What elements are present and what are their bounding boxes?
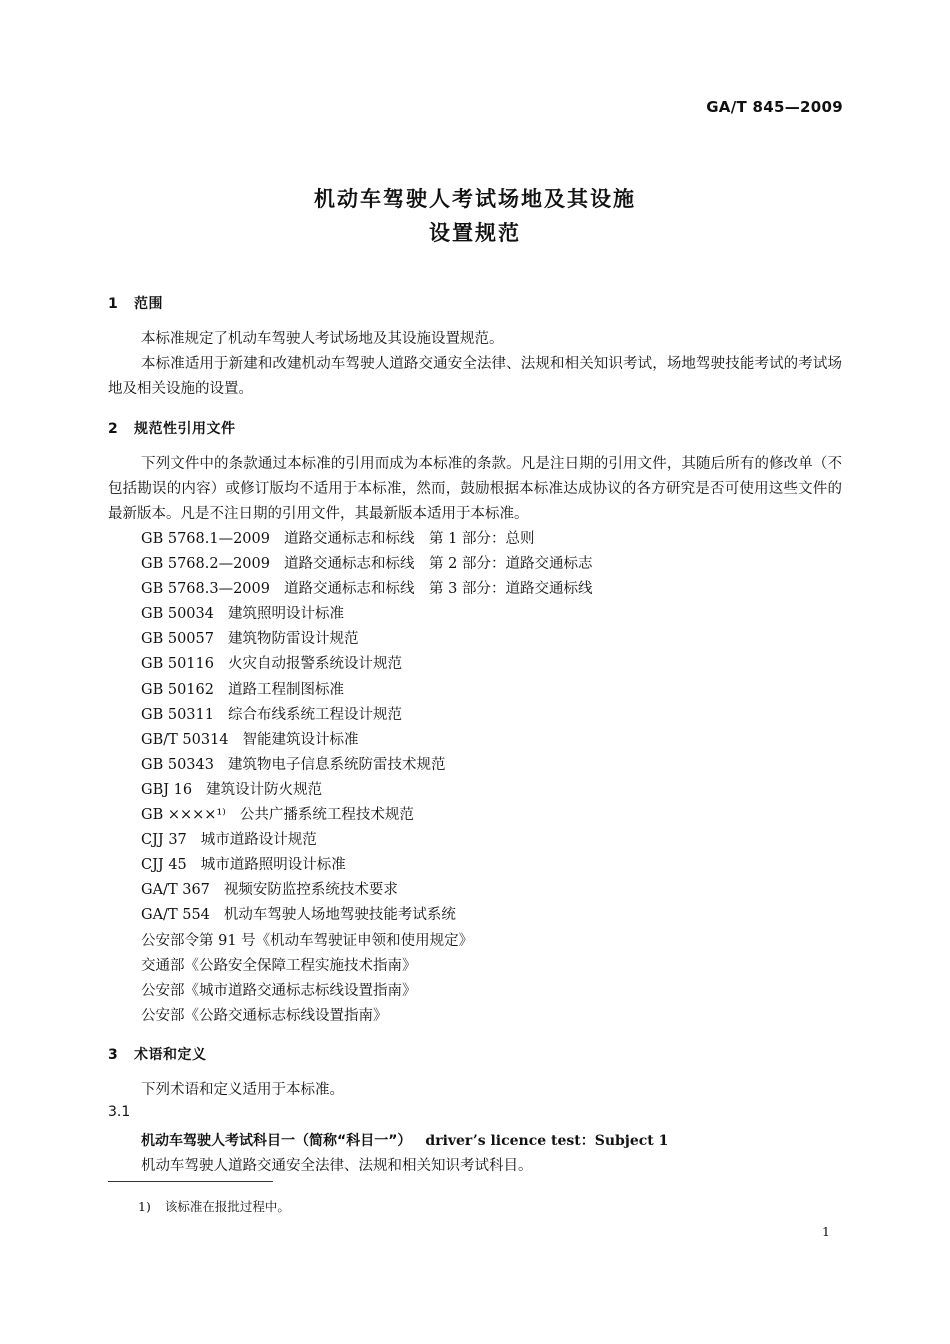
section-number: 3 [108, 1047, 119, 1063]
section-number: 2 [108, 421, 119, 437]
reference-title: 建筑物防雷设计规范 [227, 631, 359, 648]
reference-code: GA/T 367 [141, 882, 210, 899]
reference-title: 火灾自动报警系统设计规范 [227, 656, 402, 673]
reference-item [141, 853, 592, 878]
reference-code: GBJ 16 [141, 781, 193, 798]
reference-item [141, 929, 592, 954]
reference-code: GB 50057 [141, 631, 214, 648]
reference-code: GB 50162 [141, 681, 214, 698]
reference-list [141, 527, 592, 1029]
reference-title: 综合布线系统工程设计规范 [227, 706, 402, 723]
reference-code: 公安部 [141, 1007, 185, 1024]
reference-code: GB 50034 [141, 606, 214, 623]
reference-title: 建筑设计防火规范 [206, 781, 323, 798]
reference-title: 《公路安全保障工程实施技术指南》 [184, 957, 417, 974]
reference-item [141, 552, 592, 577]
reference-item [141, 703, 592, 728]
reference-code: GB 50343 [141, 756, 214, 773]
reference-item [141, 878, 592, 903]
section-1-para-2: 本标准适用于新建和改建机动车驾驶人道路交通安全法律、法规和相关知识考试，场地驾驶技能考试的考试场地及相关设施的设置。 [108, 356, 842, 397]
reference-item [141, 979, 592, 1004]
footnote-number: 1) [138, 1199, 151, 1214]
reference-item [141, 778, 592, 803]
reference-code: GB/T 50314 [141, 731, 229, 748]
term-title-zh: 机动车驾驶人考试科目一（简称“科目一”） [141, 1133, 412, 1149]
reference-title: 智能建筑设计标准 [242, 731, 359, 748]
section-2-intro: 下列文件中的条款通过本标准的引用而成为本标准的条款。凡是注日期的引用文件，其随后所有的修改单（不包括勘误的内容）或修订版均不适用于本标准，然而，鼓励根据本标准达成协议的各方研究是否可使用这些文件的最新版本。凡是不注日期的引用文件，其最新版本适用于本标准。 [108, 456, 842, 522]
reference-item [141, 527, 592, 552]
reference-code: GB 50311 [141, 706, 214, 723]
reference-code: GB 5768.2—2009 [141, 556, 270, 573]
reference-item [141, 903, 592, 928]
term-title [141, 1130, 668, 1150]
term-number: 3.1 [108, 1104, 131, 1120]
reference-title: 机动车驾驶人场地驾驶技能考试系统 [223, 907, 456, 924]
section-3-heading [108, 1044, 207, 1064]
section-title: 范围 [134, 296, 163, 312]
reference-title: 建筑物电子信息系统防雷技术规范 [227, 756, 446, 773]
reference-item [141, 1004, 592, 1029]
reference-item [141, 753, 592, 778]
footnote [138, 1197, 290, 1215]
reference-title: 《机动车驾驶证申领和使用规定》 [255, 932, 474, 949]
section-1-heading [108, 293, 163, 313]
reference-title: 道路工程制图标准 [227, 681, 344, 698]
reference-item [141, 728, 592, 753]
reference-item [141, 577, 592, 602]
reference-code: GA/T 554 [141, 907, 210, 924]
reference-item [141, 652, 592, 677]
reference-code: 公安部 [141, 982, 185, 999]
reference-title: 《公路交通标志标线设置指南》 [184, 1007, 388, 1024]
reference-title: 公共广播系统工程技术规范 [239, 807, 414, 824]
reference-code: GB 5768.1—2009 [141, 531, 270, 547]
reference-title: 道路交通标志和标线 第 3 部分：道路交通标线 [284, 581, 593, 598]
section-1-para-1: 本标准规定了机动车驾驶人考试场地及其设施设置规范。 [141, 331, 504, 347]
reference-item [141, 954, 592, 979]
document-title-line2: 设置规范 [429, 221, 521, 245]
reference-title: 城市道路设计规范 [200, 832, 317, 849]
reference-code: GB 5768.3—2009 [141, 581, 270, 598]
reference-item [141, 627, 592, 652]
section-2-heading [108, 418, 236, 438]
footnote-divider [108, 1181, 273, 1182]
document-title-line1: 机动车驾驶人考试场地及其设施 [314, 187, 636, 211]
term-definition: 机动车驾驶人道路交通安全法律、法规和相关知识考试科目。 [141, 1158, 533, 1174]
reference-item [141, 803, 592, 828]
section-title: 规范性引用文件 [134, 421, 236, 437]
reference-title: 道路交通标志和标线 第 2 部分：道路交通标志 [284, 556, 593, 573]
reference-code: 交通部 [141, 957, 185, 974]
reference-code: CJJ 45 [141, 857, 187, 874]
section-3-intro: 下列术语和定义适用于本标准。 [141, 1082, 344, 1098]
reference-title: 《城市道路交通标志标线设置指南》 [184, 982, 417, 999]
reference-title: 视频安防监控系统技术要求 [223, 882, 398, 899]
reference-code: 公安部令第 91 号 [141, 932, 256, 949]
section-title: 术语和定义 [134, 1047, 207, 1063]
reference-item [141, 602, 592, 627]
reference-code: GB 50116 [141, 656, 214, 673]
reference-item [141, 678, 592, 703]
section-number: 1 [108, 296, 119, 312]
standard-code: GA/T 845—2009 [706, 98, 843, 116]
reference-code: CJJ 37 [141, 832, 187, 849]
footnote-text: 该标准在报批过程中。 [164, 1199, 290, 1214]
reference-title: 城市道路照明设计标准 [200, 857, 346, 874]
reference-title: 道路交通标志和标线 第 1 部分：总则 [284, 531, 535, 547]
reference-item [141, 828, 592, 853]
reference-title: 建筑照明设计标准 [227, 606, 344, 623]
page-number: 1 [822, 1224, 830, 1239]
term-title-en: driver’s licence test：Subject 1 [425, 1133, 669, 1149]
reference-code: GB ××××¹⁾ [141, 807, 226, 824]
